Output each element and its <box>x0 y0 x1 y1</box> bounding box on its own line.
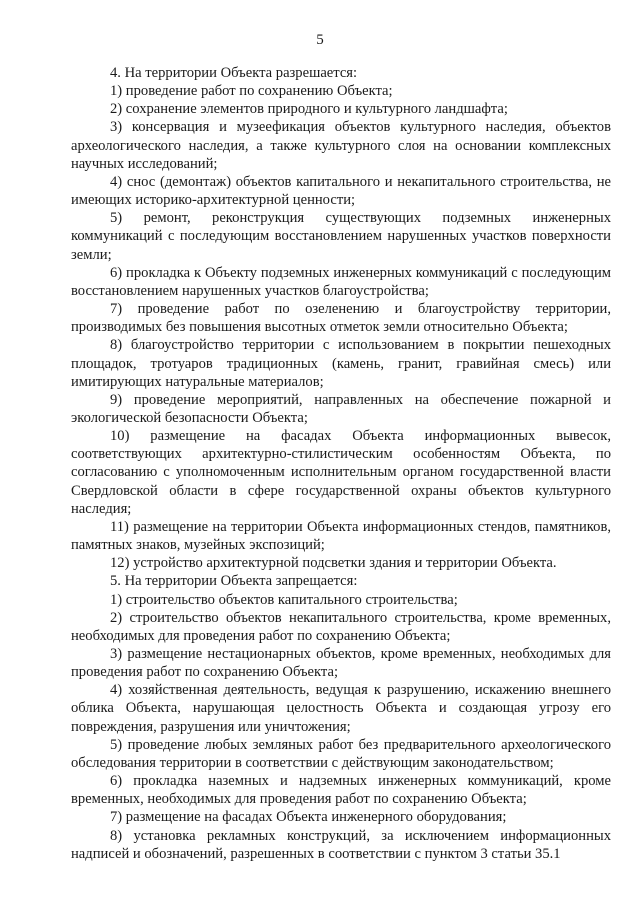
paragraph: 3) консервация и музеефикация объектов культурного наследия, объектов археологического наследия, а также культурного слоя на основании комплексных научных исследований; <box>71 119 611 172</box>
paragraph: 9) проведение мероприятий, направленных на обеспечение пожарной и экологической безопасности Объекта; <box>71 391 611 426</box>
paragraph: 12) устройство архитектурной подсветки здания и территории Объекта. <box>110 555 557 572</box>
paragraph: 5) ремонт, реконструкция существующих подземных инженерных коммуникаций с последующим восстановлением нарушенных участков поверхности земли; <box>71 210 611 263</box>
paragraph: 4) снос (демонтаж) объектов капитального и некапитального строительства, не имеющих историко-архитектурной ценности; <box>71 173 611 209</box>
paragraph: 5. На территории Объекта запрещается: <box>110 573 358 590</box>
paragraph: 7) размещение на фасадах Объекта инженерного оборудования; <box>110 809 507 826</box>
paragraph: 5) проведение любых земляных работ без предварительного археологического обследования территории в соответствии с действующим законодательством; <box>71 736 611 771</box>
paragraph: 7) проведение работ по озеленению и благоустройству территории, производимых без повышения высотных отметок земли относительно Объекта; <box>71 301 611 336</box>
paragraph: 1) строительство объектов капитального строительства; <box>110 591 458 608</box>
paragraph: 6) прокладка наземных и надземных инженерных коммуникаций, кроме временных, необходимых для проведения работ по сохранению Объекта; <box>71 773 611 808</box>
paragraph: 10) размещение на фасадах Объекта информационных вывесок, соответствующих архитектурно-стилистическим особенностям Объекта, по согласованию с уполномоченным исполнительным органом государственной власти Свердловской области в сфере государственной охраны объектов культурного наследия; <box>71 428 611 517</box>
paragraph: 4. На территории Объекта разрешается: <box>110 65 358 81</box>
paragraph: 2) строительство объектов некапитального строительства, кроме временных, необходимых для проведения работ по сохранению Объекта; <box>71 609 611 644</box>
paragraph: 8) благоустройство территории с использованием в покрытии пешеходных площадок, тротуаров традиционных (камень, гранит, гравийная смесь) или имитирующих натуральные материалов; <box>71 337 611 390</box>
paragraph: 3) размещение нестационарных объектов, кроме временных, необходимых для проведения работ по сохранению Объекта; <box>71 646 611 681</box>
document-body <box>71 64 611 863</box>
paragraph: 8) установка рекламных конструкций, за исключением информационных надписей и обозначений, разрешенных в соответствии с пунктом 3 статьи 35.1 <box>71 827 611 862</box>
paragraph: 2) сохранение элементов природного и культурного ландшафта; <box>110 101 508 118</box>
paragraph: 4) хозяйственная деятельность, ведущая к разрушению, искажению внешнего облика Объекта, нарушающая целостность Объекта и создающая угрозу его повреждения, разрушения или уничтожения; <box>71 682 611 735</box>
paragraph: 11) размещение на территории Объекта информационных стендов, памятников, памятных знаков, музейных экспозиций; <box>71 518 611 554</box>
paragraph: 6) прокладка к Объекту подземных инженерных коммуникаций с последующим восстановлением нарушенных участков благоустройства; <box>71 264 611 299</box>
page-number: 5 <box>316 32 324 48</box>
paragraph: 1) проведение работ по сохранению Объекта; <box>110 83 393 100</box>
